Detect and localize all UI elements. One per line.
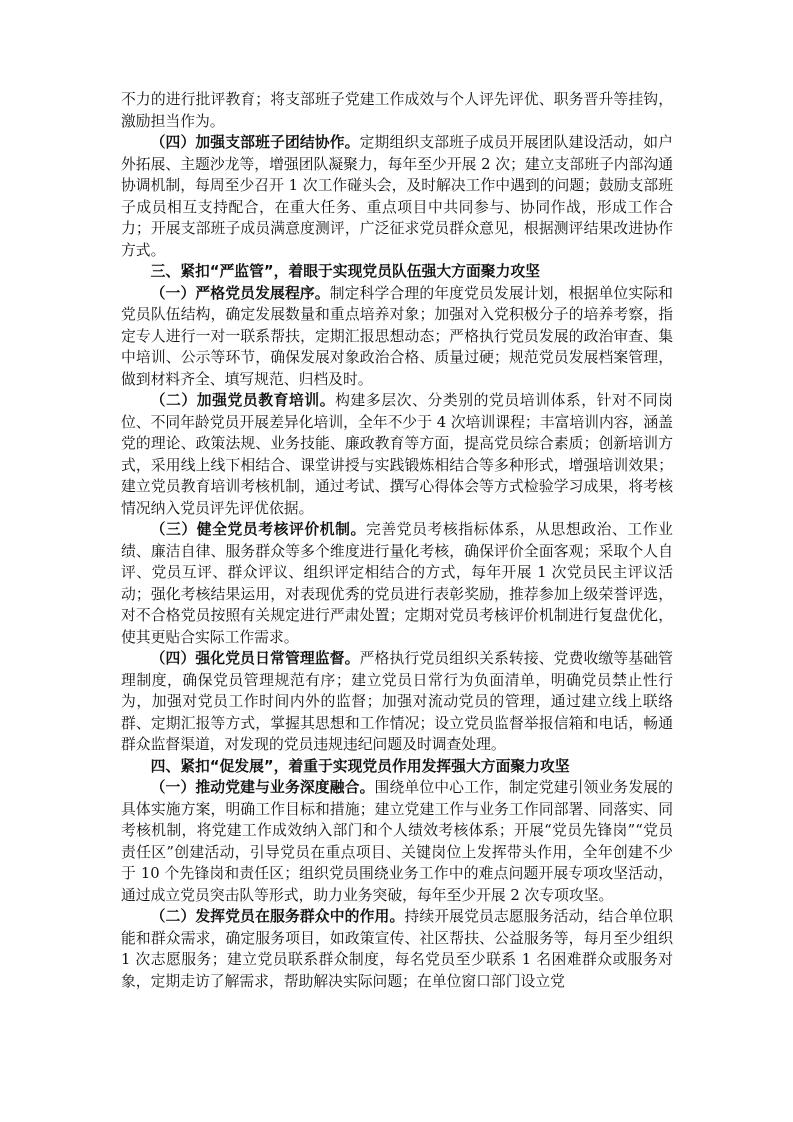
item-body: 构建多层次、分类别的党员培训体系，针对不同岗位、不同年龄党员开展差异化培训，全年不少于 4 次培训课程；丰富培训内容，涵盖党的理论、政策法规、业务技能、廉政教育等方面，提高党员综合素质；创新培训方式，采用线上线下相结合、课堂讲授与实践锻炼相结合等多种形式，增强培训效果；建立党员教育培训考核机制，通过考试、撰写心得体会等方式检验学习成果，将考核情况纳入党员评先评优依据。 <box>121 392 673 517</box>
item-lead: （三）健全党员考核评价机制。 <box>150 521 366 538</box>
item-body: 严格执行党员组织关系转接、党费收缴等基础管理制度，确保党员管理规范有序；建立党员日常行为负面清单，明确党员禁止性行为，加强对党员工作时间内外的监督；加强对流动党员的管理，通过建立线上联络群、定期汇报等方式，掌握其思想和工作情况；设立党员监督举报信箱和电话，畅通群众监督渠道，对发现的党员违规违纪问题及时调查处理。 <box>121 650 673 753</box>
section-4-item-2 <box>121 906 673 992</box>
section-3-item-1 <box>121 283 673 391</box>
item-body: 围绕单位中心工作，制定党建引领业务发展的具体实施方案，明确工作目标和措施；建立党建工作与业务工作同部署、同落实、同考核机制，将党建工作成效纳入部门和个人绩效考核体系；开展“党员先锋岗”“党员责任区”创建活动，引导党员在重点项目、关键岗位上发挥带头作用，全年创建不少于 10 个先锋岗和责任区；组织党员围绕业务工作中的难点问题开展专项攻坚活动，通过成立党员突击队等形式，助力业务突破，每年至少开展 2 次专项攻坚。 <box>121 779 673 904</box>
section-3-heading: 三、紧扣“严监管”，着眼于实现党员队伍强大方面聚力攻坚 <box>150 263 540 280</box>
item-lead: （四）加强支部班子团结协作。 <box>150 134 360 151</box>
item-lead: （二）加强党员教育培训。 <box>150 392 336 409</box>
section-4-item-1 <box>121 777 673 906</box>
item-body: 定期组织支部班子成员开展团队建设活动，如户外拓展、主题沙龙等，增强团队凝聚力，每年至少开展 2 次；建立支部班子内部沟通协调机制，每周至少召开 1 次工作碰头会，及时解决工作中遇到的问题；鼓励支部班子成员相互支持配合，在重大任务、重点项目中共同参与、协同作战，形成工作合力；开展支部班子成员满意度测评，广泛征求党员群众意见，根据测评结果改进协作方式。 <box>121 134 673 259</box>
item-lead: （一）严格党员发展程序。 <box>150 284 330 302</box>
opening-paragraph: 不力的进行批评教育；将支部班子党建工作成效与个人评先评优、职务晋升等挂钩，激励担当作为。 <box>121 91 673 130</box>
item-body: 制定科学合理的年度党员发展计划，根据单位实际和党员队伍结构，确定发展数量和重点培养对象；加强对入党积极分子的培养考察，指定专人进行一对一联系帮扶，定期汇报思想动态；严格执行党员发展的政治审查、集中培训、公示等环节，确保发展对象政治合格、质量过硬；规范党员发展档案管理，做到材料齐全、填写规范、归档及时。 <box>121 284 673 388</box>
section-3-item-2 <box>121 390 673 519</box>
item-body: 持续开展党员志愿服务活动，结合单位职能和群众需求，确定服务项目，如政策宣传、社区帮扶、公益服务等，每月至少组织 1 次志愿服务；建立党员联系群众制度，每名党员至少联系 1 名困难群众或服务对象，定期走访了解需求，帮助解决实际问题；在单位窗口部门设立党 <box>121 908 673 990</box>
item-lead: （四）强化党员日常管理监督。 <box>150 650 360 667</box>
item-lead: （二）发挥党员在服务群众中的作用。 <box>150 908 405 925</box>
section-3-item-4 <box>121 648 673 756</box>
document-page <box>121 89 673 992</box>
item-lead: （一）推动党建与业务深度融合。 <box>150 779 375 796</box>
section-4-heading: 四、紧扣“促发展”，着重于实现党员作用发挥强大方面聚力攻坚 <box>150 757 570 775</box>
section-2-item-4 <box>121 132 673 261</box>
item-body: 完善党员考核指标体系，从思想政治、工作业绩、廉洁自律、服务群众等多个维度进行量化考核，确保评价全面客观；采取个人自评、党员互评、群众评议、组织评定相结合的方式，每年开展 1 次党员民主评议活动；强化考核结果运用，对表现优秀的党员进行表彰奖励，推荐参加上级荣誉评选，对不合格党员按照有关规定进行严肃处置；定期对党员考核评价机制进行复盘优化，使其更贴合实际工作需求。 <box>121 521 673 646</box>
section-3-item-3 <box>121 519 673 648</box>
